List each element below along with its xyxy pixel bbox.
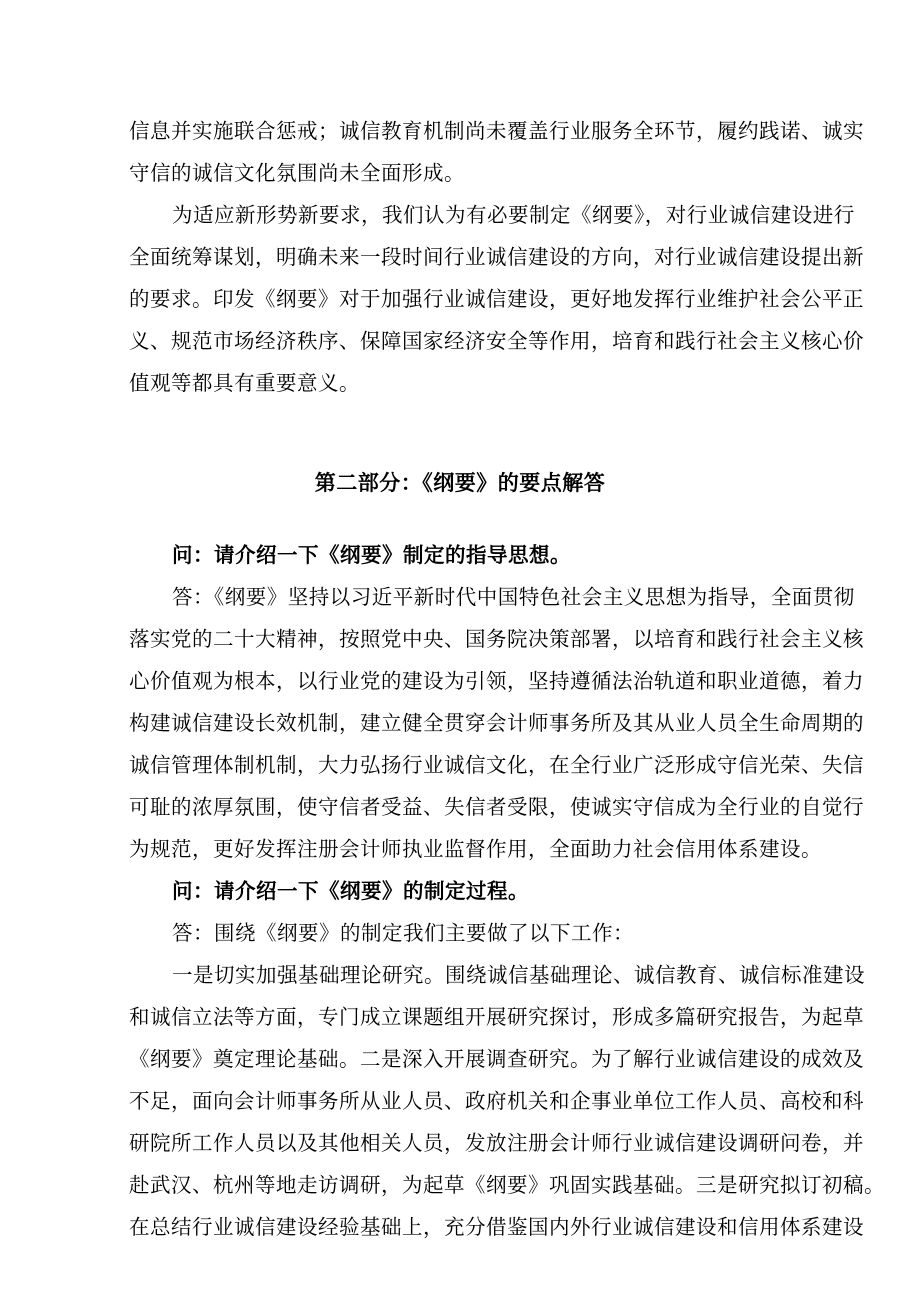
paragraph-line: 义、规范市场经济秩序、保障国家经济安全等作用，培育和践行社会主义核心价 xyxy=(129,329,864,353)
paragraph-line: 的要求。印发《纲要》对于加强行业诚信建设，更好地发挥行业维护社会公平正 xyxy=(129,287,864,311)
answer-line: 《纲要》奠定理论基础。二是深入开展调查研究。为了解行业诚信建设的成效及 xyxy=(129,1047,864,1071)
answer-line: 落实党的二十大精神，按照党中央、国务院决策部署，以培育和践行社会主义核 xyxy=(129,627,864,651)
answer-line: 答：《纲要》坚持以习近平新时代中国特色社会主义思想为指导，全面贯彻 xyxy=(172,585,855,609)
question-heading: 问：请介绍一下《纲要》的制定过程。 xyxy=(172,879,529,903)
paragraph-line: 为适应新形势新要求，我们认为有必要制定《纲要》，对行业诚信建设进行 xyxy=(172,203,855,227)
answer-line: 为规范，更好发挥注册会计师执业监督作用，全面助力社会信用体系建设。 xyxy=(129,837,822,861)
paragraph-line: 值观等都具有重要意义。 xyxy=(129,371,360,395)
answer-line: 和诚信立法等方面，专门成立课题组开展研究探讨，形成多篇研究报告，为起草 xyxy=(129,1005,864,1029)
paragraph-line: 守信的诚信文化氛围尚未全面形成。 xyxy=(129,161,465,185)
answer-line: 研院所工作人员以及其他相关人员，发放注册会计师行业诚信建设调研问卷，并 xyxy=(129,1131,864,1155)
answer-line: 心价值观为根本，以行业党的建设为引领，坚持遵循法治轨道和职业道德，着力 xyxy=(129,669,864,693)
answer-line: 构建诚信建设长效机制，建立健全贯穿会计师事务所及其从业人员全生命周期的 xyxy=(129,711,864,735)
paragraph-line: 信息并实施联合惩戒；诚信教育机制尚未覆盖行业服务全环节，履约践诺、诚实 xyxy=(129,119,864,143)
section-heading: 第二部分：《纲要》的要点解答 xyxy=(314,471,606,495)
question-heading: 问：请介绍一下《纲要》制定的指导思想。 xyxy=(172,543,571,567)
answer-line: 答：围绕《纲要》的制定我们主要做了以下工作： xyxy=(172,921,634,945)
answer-line: 在总结行业诚信建设经验基础上，充分借鉴国内外行业诚信建设和信用体系建设 xyxy=(129,1215,864,1239)
paragraph-line: 全面统筹谋划，明确未来一段时间行业诚信建设的方向，对行业诚信建设提出新 xyxy=(129,245,864,269)
answer-line: 诚信管理体制机制，大力弘扬行业诚信文化，在全行业广泛形成守信光荣、失信 xyxy=(129,753,864,777)
answer-line: 可耻的浓厚氛围，使守信者受益、失信者受限，使诚实守信成为全行业的自觉行 xyxy=(129,795,864,819)
answer-line: 一是切实加强基础理论研究。围绕诚信基础理论、诚信教育、诚信标准建设 xyxy=(172,963,865,987)
answer-line: 赴武汉、杭州等地走访调研，为起草《纲要》巩固实践基础。三是研究拟订初稿。 xyxy=(129,1173,885,1197)
answer-line: 不足，面向会计师事务所从业人员、政府机关和企事业单位工作人员、高校和科 xyxy=(129,1089,864,1113)
